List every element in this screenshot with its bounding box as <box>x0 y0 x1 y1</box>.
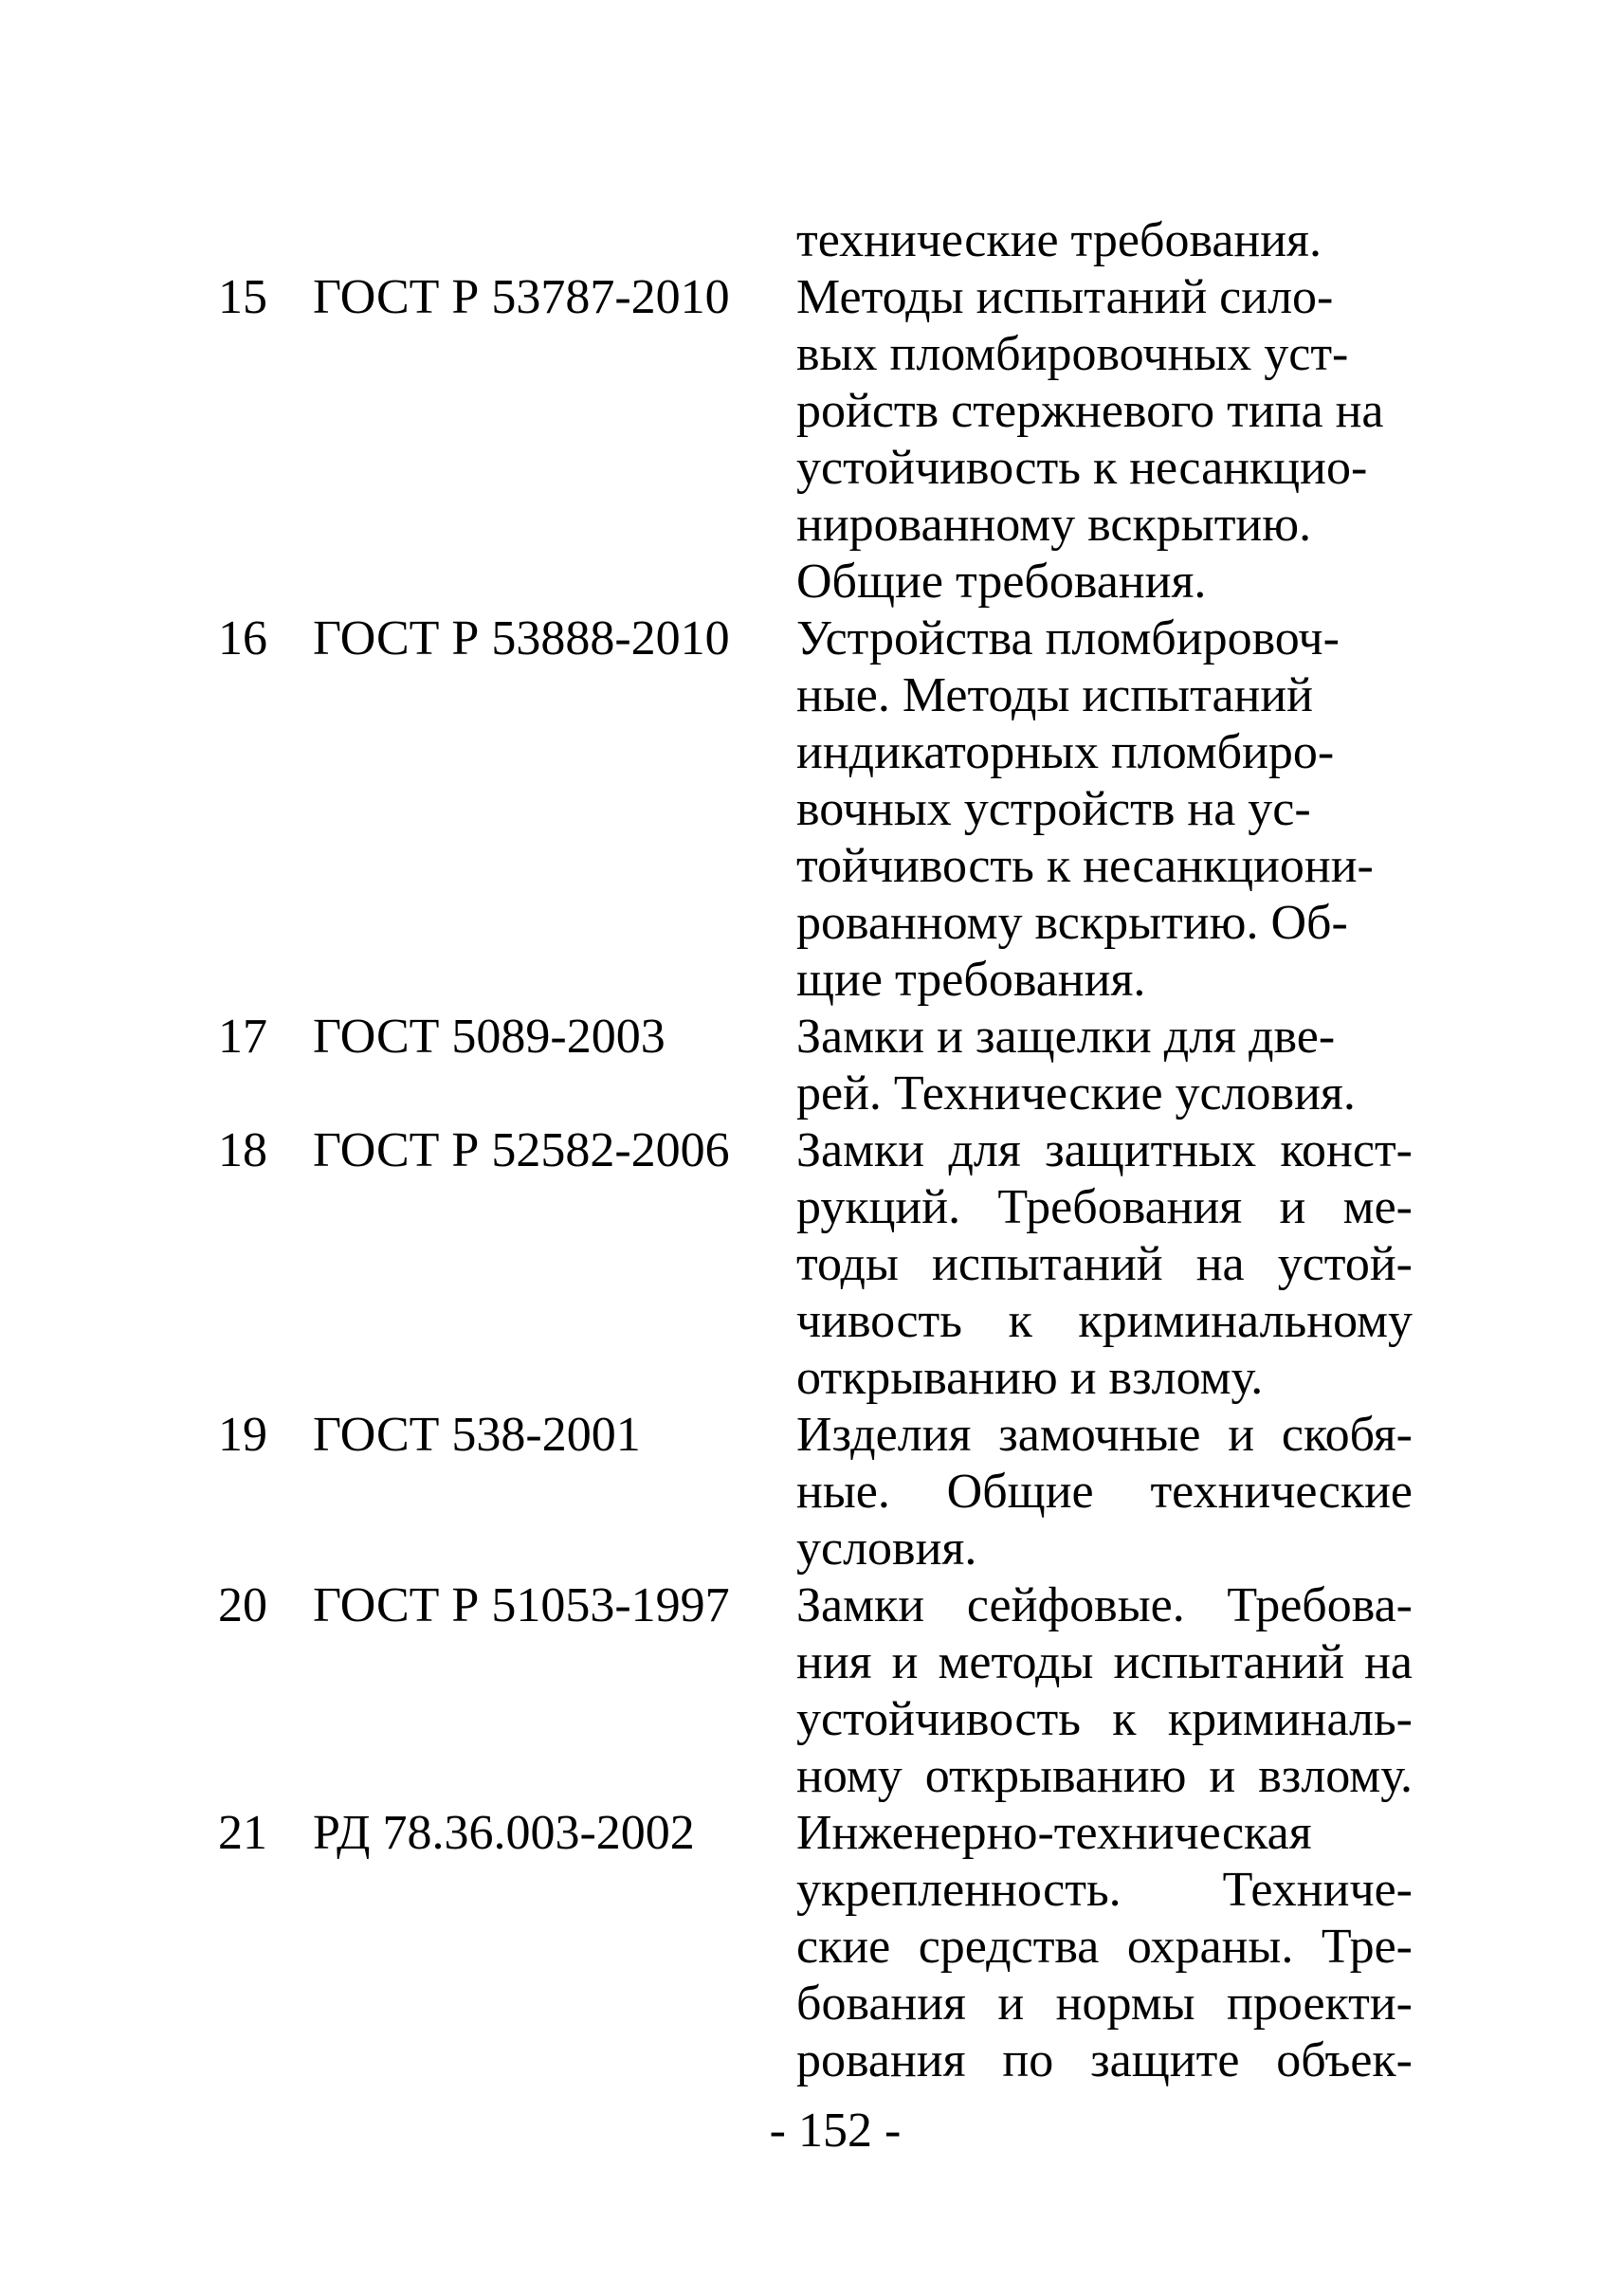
entry-number: 16 <box>218 611 267 665</box>
standard-code: ГОСТ 5089-2003 <box>313 1010 666 1064</box>
description-line: рукций. Требования и ме- <box>796 1180 1413 1234</box>
standard-code: ГОСТ 538-2001 <box>313 1408 641 1462</box>
description-line: тоды испытаний на устой- <box>796 1237 1413 1291</box>
description-line: нированному вскрытию. <box>796 498 1312 552</box>
description-line: Методы испытаний сило- <box>796 270 1334 324</box>
description-line: Устройства пломбировоч- <box>796 611 1340 665</box>
description-line: Замки и защелки для две- <box>796 1010 1336 1064</box>
description-line: Замки сейфовые. Требова- <box>796 1578 1413 1632</box>
entry-number: 21 <box>218 1806 267 1860</box>
description-line: Общие требования. <box>796 555 1207 609</box>
entry-number: 20 <box>218 1578 267 1632</box>
description-line: ные. Общие технические <box>796 1465 1413 1519</box>
entry-number: 19 <box>218 1408 267 1462</box>
description-line: ному открыванию и взлому. <box>796 1749 1413 1803</box>
description-line: ские средства охраны. Тре- <box>796 1920 1413 1974</box>
standard-code: ГОСТ Р 53888-2010 <box>313 611 730 665</box>
entry-number: 18 <box>218 1123 267 1177</box>
description-line: вочных устройств на ус- <box>796 782 1311 836</box>
standard-code: ГОСТ Р 51053-1997 <box>313 1578 730 1632</box>
description-line: тойчивость к несанкциони- <box>796 839 1374 893</box>
description-line: индикаторных пломбиро- <box>796 725 1335 779</box>
description-line: устойчивость к несанкцио- <box>796 441 1368 495</box>
description-line: рованному вскрытию. Об- <box>796 896 1348 950</box>
description-line: Инженерно-техническая <box>796 1806 1312 1860</box>
standard-code: РД 78.36.003-2002 <box>313 1806 695 1860</box>
page-number: - 152 - <box>769 2104 902 2158</box>
description-line: ния и методы испытаний на <box>796 1635 1413 1689</box>
entry-number: 15 <box>218 270 267 324</box>
description-line: ные. Методы испытаний <box>796 668 1314 722</box>
description-line: условия. <box>796 1522 977 1576</box>
description-line: Замки для защитных конст- <box>796 1123 1413 1177</box>
description-line: открыванию и взлому. <box>796 1351 1264 1405</box>
description-line: бования и нормы проекти- <box>796 1977 1413 2031</box>
description-line: чивость к криминальному <box>796 1294 1413 1348</box>
standard-code: ГОСТ Р 53787-2010 <box>313 270 730 324</box>
description-line: Изделия замочные и скобя- <box>796 1408 1413 1462</box>
description-line: технические требования. <box>796 213 1322 267</box>
entry-number: 17 <box>218 1010 267 1064</box>
description-line: ройств стержневого типа на <box>796 384 1384 438</box>
description-line: устойчивость к криминаль- <box>796 1692 1413 1746</box>
description-line: рей. Технические условия. <box>796 1066 1356 1121</box>
description-line: щие требования. <box>796 953 1146 1007</box>
description-line: укрепленность. Техниче- <box>796 1863 1413 1917</box>
description-line: рования по защите объек- <box>796 2033 1413 2087</box>
description-line: вых пломбировочных уст- <box>796 327 1349 381</box>
standard-code: ГОСТ Р 52582-2006 <box>313 1123 730 1177</box>
